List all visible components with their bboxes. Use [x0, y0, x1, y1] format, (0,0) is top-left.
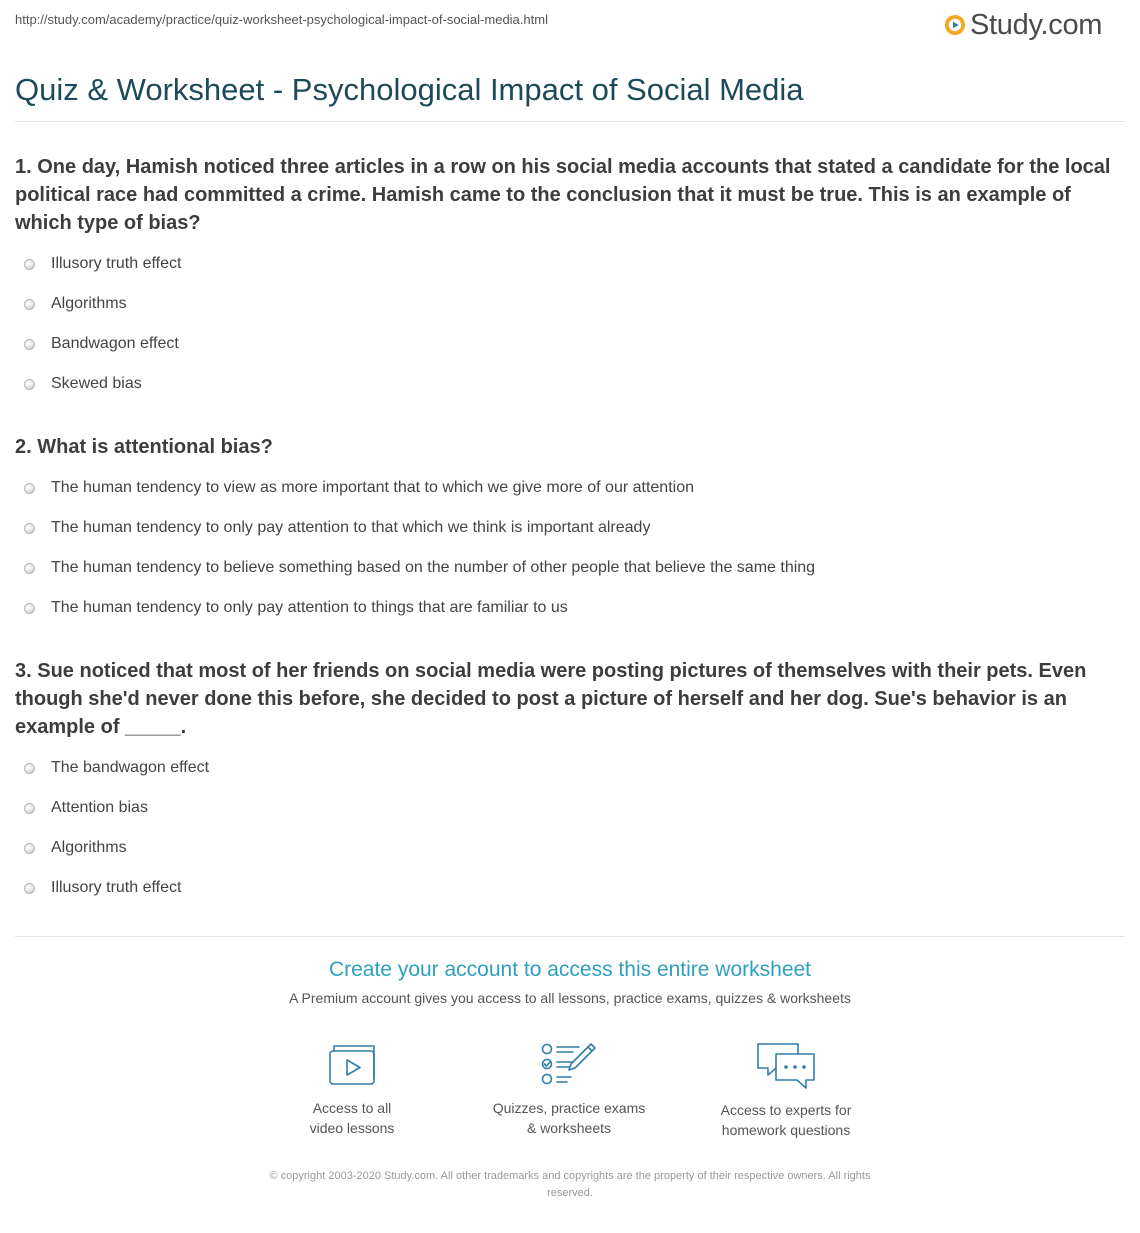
answer-label: The bandwagon effect	[51, 759, 210, 776]
radio-button-icon[interactable]	[24, 763, 35, 774]
answer-option[interactable]	[15, 244, 1125, 284]
chat-bubbles-icon	[754, 1040, 818, 1090]
answer-label: Algorithms	[51, 839, 127, 856]
top-bar	[0, 0, 1140, 60]
feature-quizzes	[459, 1040, 679, 1138]
answer-label: Attention bias	[51, 799, 148, 816]
feature-experts	[676, 1040, 896, 1140]
radio-button-icon[interactable]	[24, 523, 35, 534]
cta-subtitle: A Premium account gives you access to all lessons, practice exams, quizzes & worksheets	[289, 990, 851, 1006]
radio-button-icon[interactable]	[24, 803, 35, 814]
question-1-options	[15, 244, 1125, 404]
answer-option[interactable]	[15, 828, 1125, 868]
answer-option[interactable]	[15, 468, 1125, 508]
study-logo[interactable]	[944, 8, 1102, 42]
radio-button-icon[interactable]	[24, 259, 35, 270]
answer-label: The human tendency to believe something based on the number of other people that believe the same thing	[51, 559, 816, 576]
answer-label: The human tendency to view as more important that to which we give more of our attention	[51, 479, 694, 496]
answer-option[interactable]	[15, 748, 1125, 788]
question-3-options	[15, 748, 1125, 908]
answer-label: The human tendency to only pay attention to things that are familiar to us	[51, 599, 568, 616]
title-divider	[15, 121, 1125, 122]
answer-option[interactable]	[15, 548, 1125, 588]
quiz-checklist-icon	[539, 1040, 599, 1088]
feature-video-lessons	[242, 1040, 462, 1138]
answer-option[interactable]	[15, 788, 1125, 828]
logo-text: Study.com	[970, 8, 1103, 41]
question-2-text: 2. What is attentional bias?	[15, 436, 273, 458]
page-title: Quiz & Worksheet - Psychological Impact of Social Media	[15, 72, 804, 107]
cta-divider	[15, 936, 1125, 937]
answer-label: Algorithms	[51, 295, 127, 312]
copyright-line-1: © copyright 2003-2020 Study.com. All other trademarks and copyrights are the property of their respective owners. All rights	[269, 1170, 871, 1182]
radio-button-icon[interactable]	[24, 379, 35, 390]
answer-label: Illusory truth effect	[51, 879, 182, 896]
answer-option[interactable]	[15, 324, 1125, 364]
play-circle-icon	[944, 14, 966, 36]
answer-option[interactable]	[15, 364, 1125, 404]
answer-label: Bandwagon effect	[51, 335, 179, 352]
question-2-options	[15, 468, 1125, 628]
radio-button-icon[interactable]	[24, 299, 35, 310]
answer-label: Illusory truth effect	[51, 255, 182, 272]
radio-button-icon[interactable]	[24, 483, 35, 494]
answer-option[interactable]	[15, 588, 1125, 628]
radio-button-icon[interactable]	[24, 339, 35, 350]
radio-button-icon[interactable]	[24, 603, 35, 614]
copyright-line-2: reserved.	[547, 1187, 593, 1199]
copyright-footer	[0, 1168, 1140, 1202]
feature-label: Quizzes, practice exams & worksheets	[492, 1100, 646, 1136]
answer-option[interactable]	[15, 868, 1125, 908]
answer-option[interactable]	[15, 284, 1125, 324]
question-1-text: 1. One day, Hamish noticed three articles in a row on his social media accounts that stated a candidate for the local political race had committed a crime. Hamish came to the conclusion that it must be true. This is an example of which type of bias?	[15, 156, 1111, 234]
page-url: http://study.com/academy/practice/quiz-worksheet-psychological-impact-of-social-media.html	[15, 12, 548, 27]
radio-button-icon[interactable]	[24, 843, 35, 854]
answer-label: Skewed bias	[51, 375, 142, 392]
feature-label: Access to all video lessons	[309, 1100, 395, 1136]
answer-option[interactable]	[15, 508, 1125, 548]
video-lesson-icon	[324, 1040, 380, 1088]
radio-button-icon[interactable]	[24, 883, 35, 894]
feature-label: Access to experts for homework questions	[720, 1102, 852, 1138]
question-3-text: 3. Sue noticed that most of her friends on social media were posting pictures of themselves with their pets. Even though she'd never done this before, she decided to post a picture of herself and her dog. Sue's behavior is an example of _____.	[15, 660, 1087, 738]
create-account-link[interactable]: Create your account to access this entire worksheet	[328, 958, 812, 981]
answer-label: The human tendency to only pay attention to that which we think is important already	[51, 519, 651, 536]
radio-button-icon[interactable]	[24, 563, 35, 574]
